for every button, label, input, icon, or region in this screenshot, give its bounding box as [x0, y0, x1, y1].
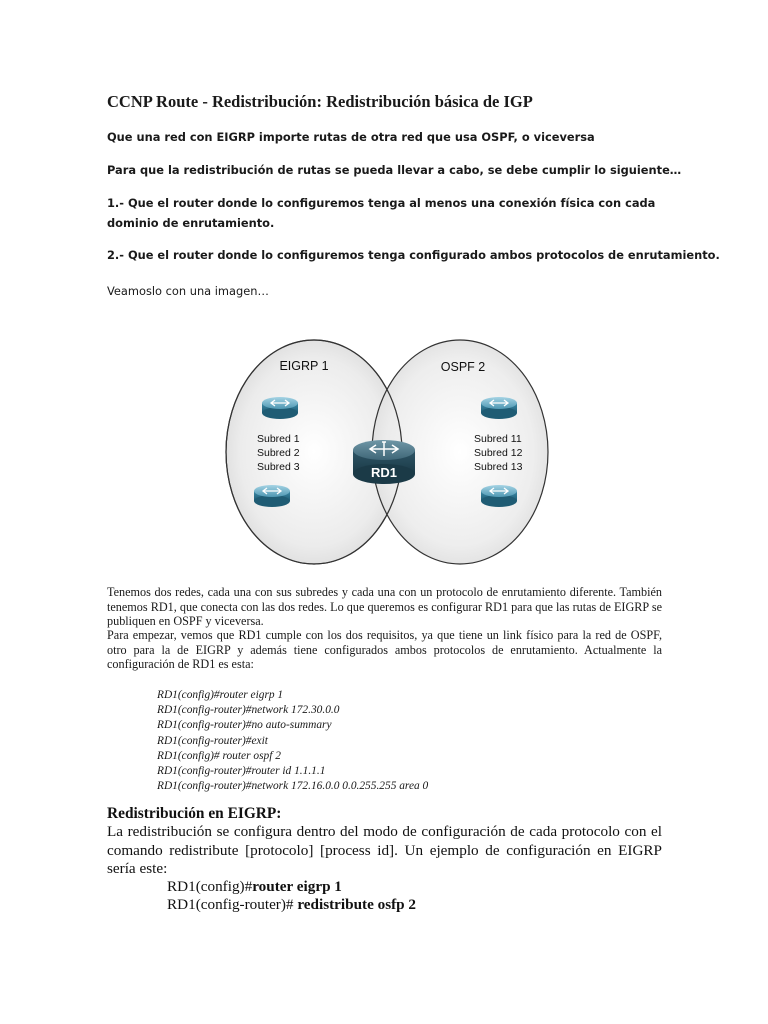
command-prefix: RD1(config)# — [167, 878, 253, 895]
config-line: RD1(config-router)#network 172.30.0.0 — [157, 704, 340, 717]
rd1-label: RD1 — [370, 465, 398, 480]
document-title: CCNP Route - Redistribución: Redistribución básica de IGP — [107, 92, 533, 111]
requirement-1: 1.- Que el router donde lo configuremos tenga al menos una conexión física con cada dominio de enrutamiento. — [107, 196, 656, 230]
intro-line-2: Para que la redistribución de rutas se pueda llevar a cabo, se debe cumplir lo siguiente… — [107, 163, 682, 177]
command-keyword: router eigrp 1 — [252, 878, 342, 895]
subnet-label: Subred 12 — [474, 447, 523, 459]
description-paragraph-2: Para empezar, vemos que RD1 cumple con los dos requisitos, ya que tiene un link físico para la red de OSPF, otro para la de EIGRP y además tiene configurados ambos protocolos de enrutamiento. Actualmente la configuración de RD1 es esta: — [107, 628, 662, 672]
config-line: RD1(config)# router ospf 2 — [157, 749, 281, 762]
subnet-label: Subred 11 — [474, 433, 522, 445]
config-line: RD1(config-router)#router id 1.1.1.1 — [157, 765, 326, 778]
subnet-label: Subred 13 — [474, 461, 523, 473]
intro-line-1: Que una red con EIGRP importe rutas de otra red que usa OSPF, o viceversa — [107, 130, 595, 144]
command-prefix: RD1(config-router)# — [167, 896, 298, 913]
router-icon — [262, 397, 298, 419]
description-paragraph-1: Tenemos dos redes, cada una con sus subredes y cada una con un protocolo de enrutamiento diferente. También tenemos RD1, que conecta con las dos redes. Lo que queremos es configurar RD1 para que las rutas de EIGRP se publiquen en OSPF y viceversa. — [107, 585, 662, 629]
config-line: RD1(config-router)#network 172.16.0.0 0.0.255.255 area 0 — [157, 780, 429, 793]
section-heading: Redistribución en EIGRP: — [107, 805, 282, 822]
requirement-2: 2.- Que el router donde lo configuremos tenga configurado ambos protocolos de enrutamiento. — [107, 248, 720, 262]
subnet-label: Subred 3 — [257, 461, 300, 473]
subnet-label: Subred 1 — [257, 433, 300, 445]
command-keyword: redistribute osfp 2 — [297, 896, 417, 913]
config-line: RD1(config)#router eigrp 1 — [157, 689, 284, 701]
router-icon — [481, 485, 517, 507]
router-icon — [254, 485, 290, 507]
router-icon — [481, 397, 517, 419]
eigrp-label: EIGRP 1 — [279, 359, 329, 373]
rd1-router-icon — [353, 440, 415, 484]
command-line-1 — [167, 878, 342, 896]
section-body: La redistribución se configura dentro del modo de configuración de cada protocolo con el comando redistribute [protocolo] [process id]. Un ejemplo de configuración en EIGRP sería este: — [107, 823, 662, 877]
config-block — [157, 688, 428, 794]
ospf-label: OSPF 2 — [440, 360, 486, 374]
config-line: RD1(config-router)#exit — [157, 734, 268, 747]
subnet-label: Subred 2 — [257, 447, 300, 459]
config-line: RD1(config-router)#no auto-summary — [157, 719, 332, 732]
command-line-2 — [167, 896, 416, 914]
lead-in-label: Veamoslo con una imagen — [107, 284, 258, 298]
lead-in-ellipsis: … — [257, 284, 269, 298]
